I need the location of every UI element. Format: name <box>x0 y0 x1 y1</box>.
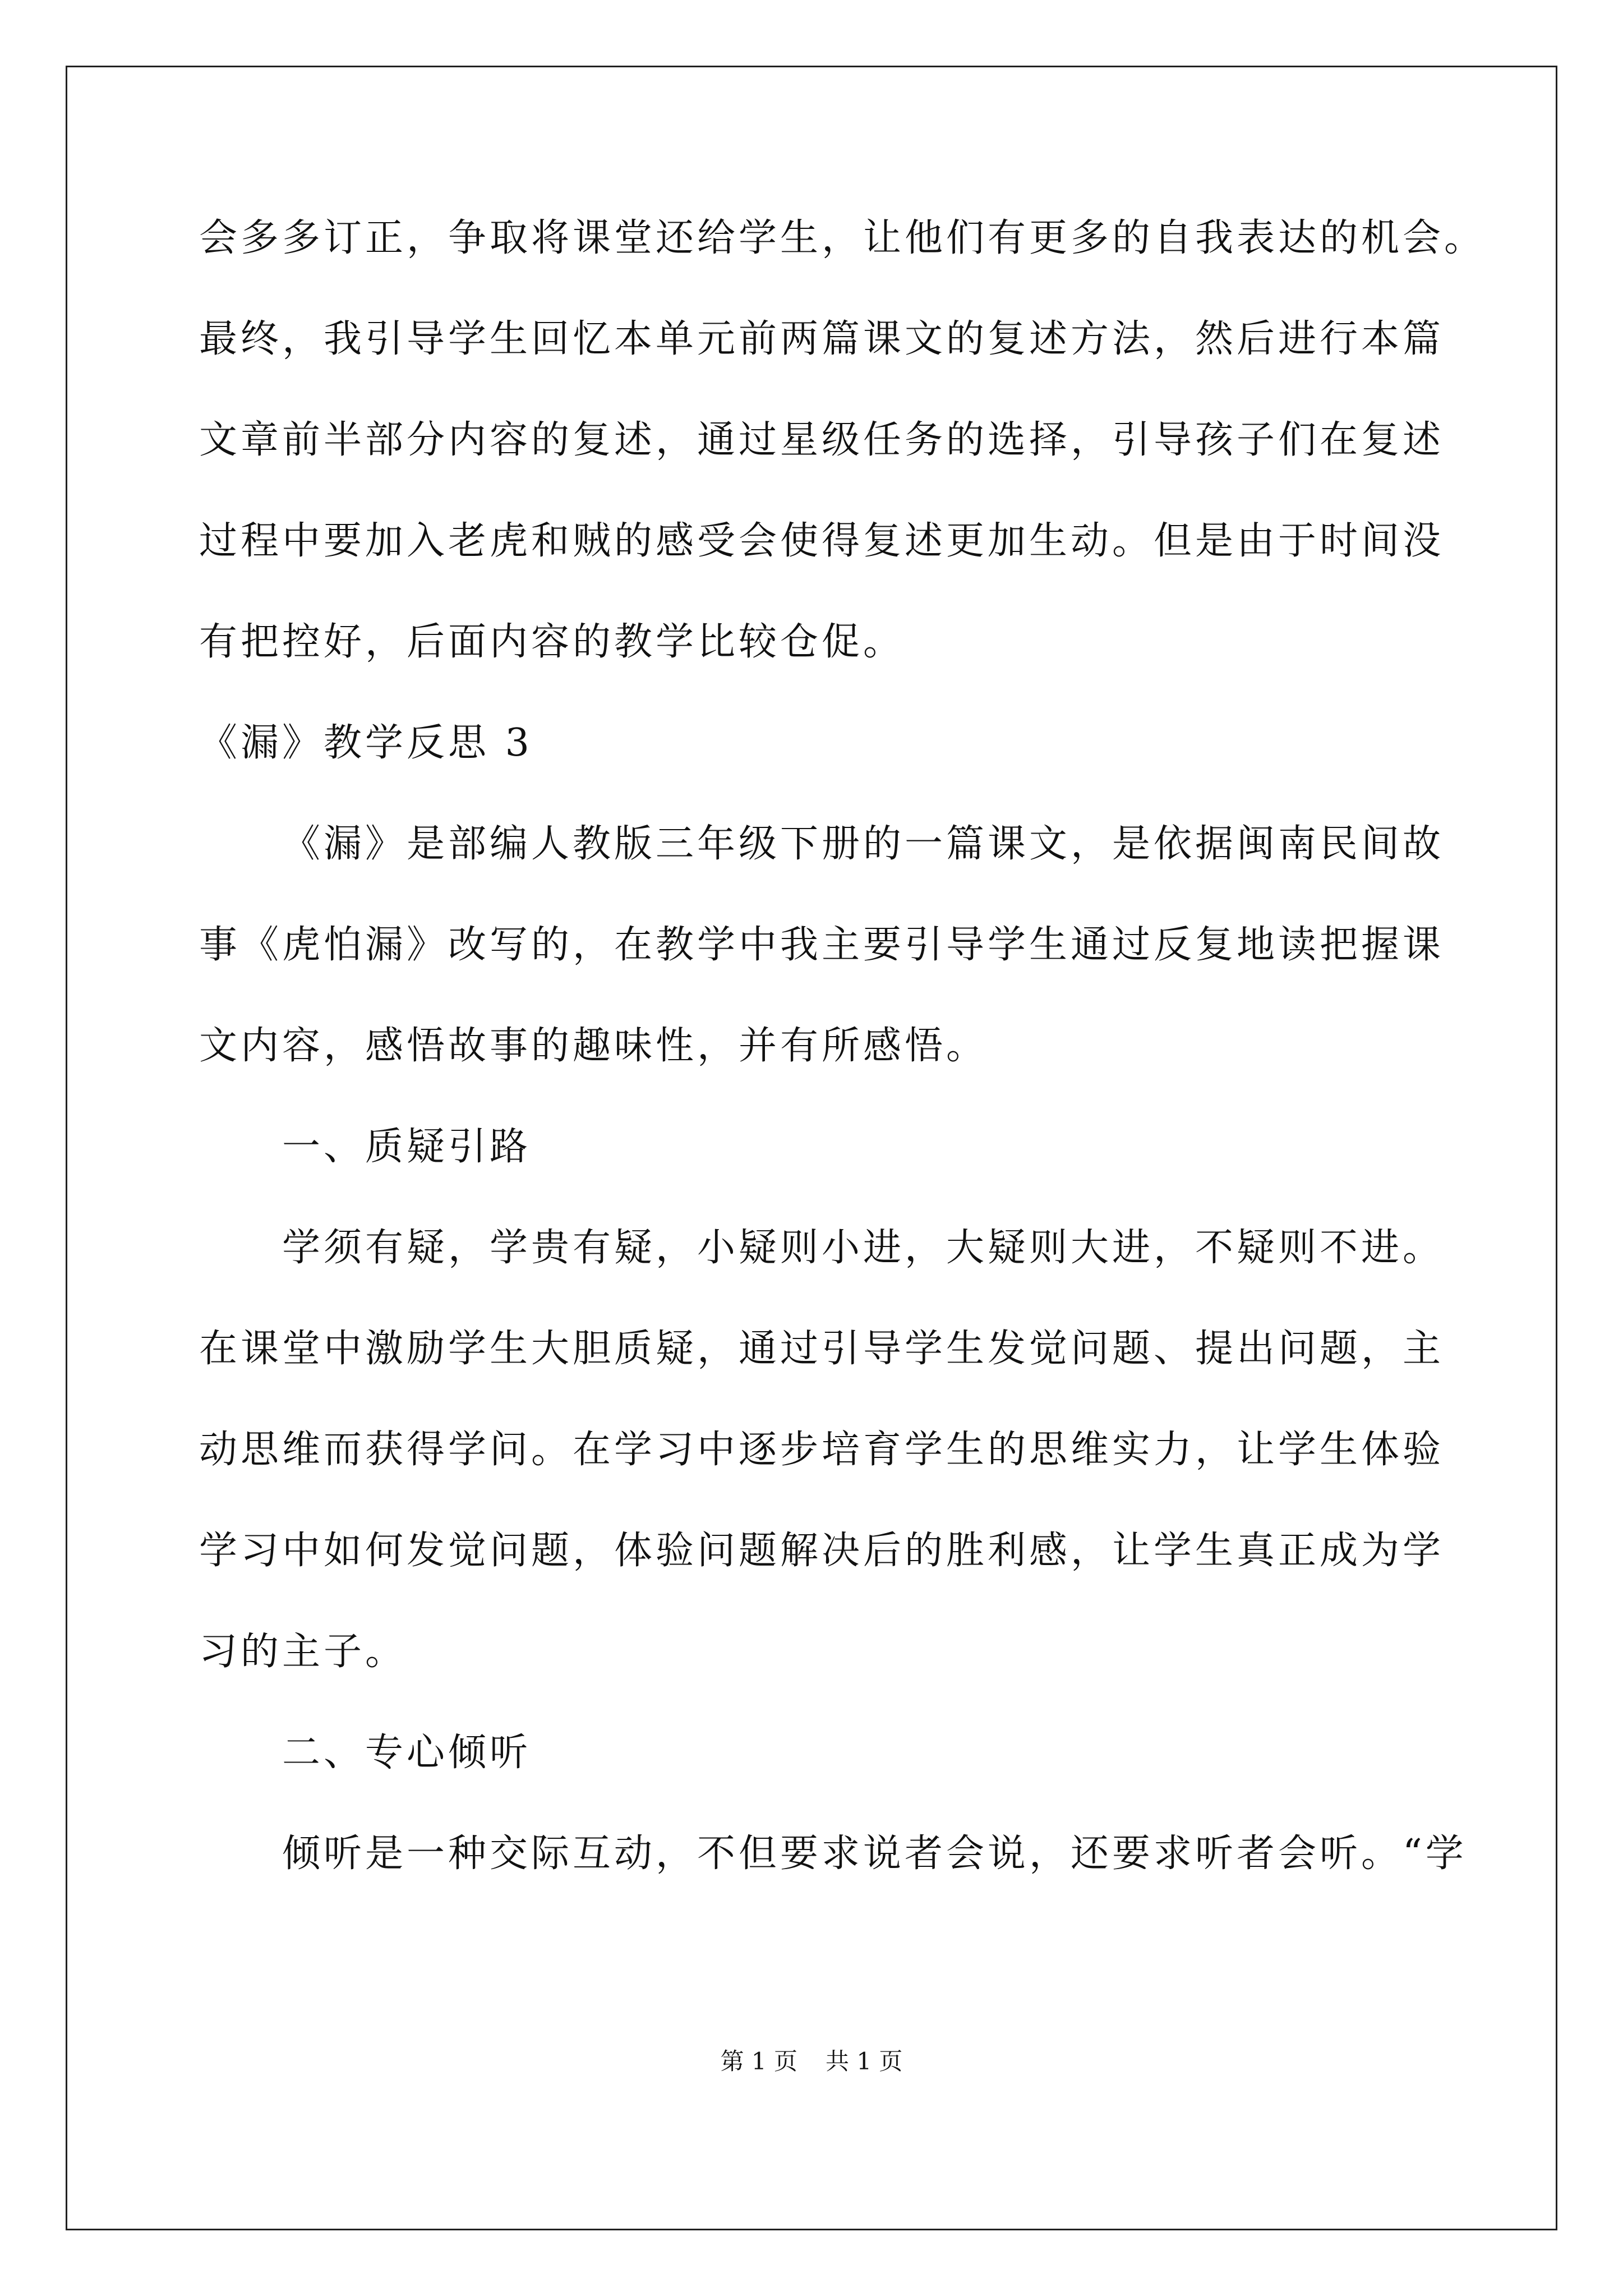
subheading-listening: 二、专心倾听 <box>282 1731 532 1775</box>
page-number-total: 共 1 页 <box>826 2047 903 2075</box>
text-line-4: 过程中要加入老虎和贼的感受会使得复述更加生动。但是由于时间没 <box>199 519 1445 563</box>
subheading-questioning: 一、质疑引路 <box>282 1125 532 1169</box>
text-line-3: 文章前半部分内容的复述，通过星级任务的选择，引导孩子们在复述 <box>199 418 1445 462</box>
page-number-current: 第 1 页 <box>720 2047 797 2075</box>
section-heading-reflection-3: 《漏》教学反思 3 <box>199 721 533 765</box>
text-line-5: 有把控好，后面内容的教学比较仓促。 <box>199 620 905 664</box>
text-line-13: 动思维而获得学问。在学习中逐步培育学生的思维实力，让学生体验 <box>199 1428 1445 1472</box>
text-line-14: 学习中如何发觉问题，体验问题解决后的胜利感，让学生真正成为学 <box>199 1529 1445 1573</box>
page-footer <box>0 2047 1623 2076</box>
text-line-8: 事《虎怕漏》改写的，在教学中我主要引导学生通过反复地读把握课 <box>199 923 1445 967</box>
text-line-12: 在课堂中激励学生大胆质疑，通过引导学生发觉问题、提出问题，主 <box>199 1327 1445 1371</box>
text-line-1: 会多多订正，争取将课堂还给学生，让他们有更多的自我表达的机会。 <box>199 216 1486 260</box>
text-line-11: 学须有疑，学贵有疑，小疑则小进，大疑则大进，不疑则不进。 <box>282 1226 1445 1270</box>
text-line-7: 《漏》是部编人教版三年级下册的一篇课文，是依据闽南民间故 <box>282 822 1445 866</box>
text-line-15: 习的主子。 <box>199 1630 407 1674</box>
text-line-17: 倾听是一种交际互动，不但要求说者会说，还要求听者会听。“学 <box>282 1832 1467 1876</box>
text-line-9: 文内容，感悟故事的趣味性，并有所感悟。 <box>199 1024 988 1068</box>
text-line-2: 最终，我引导学生回忆本单元前两篇课文的复述方法，然后进行本篇 <box>199 317 1445 361</box>
